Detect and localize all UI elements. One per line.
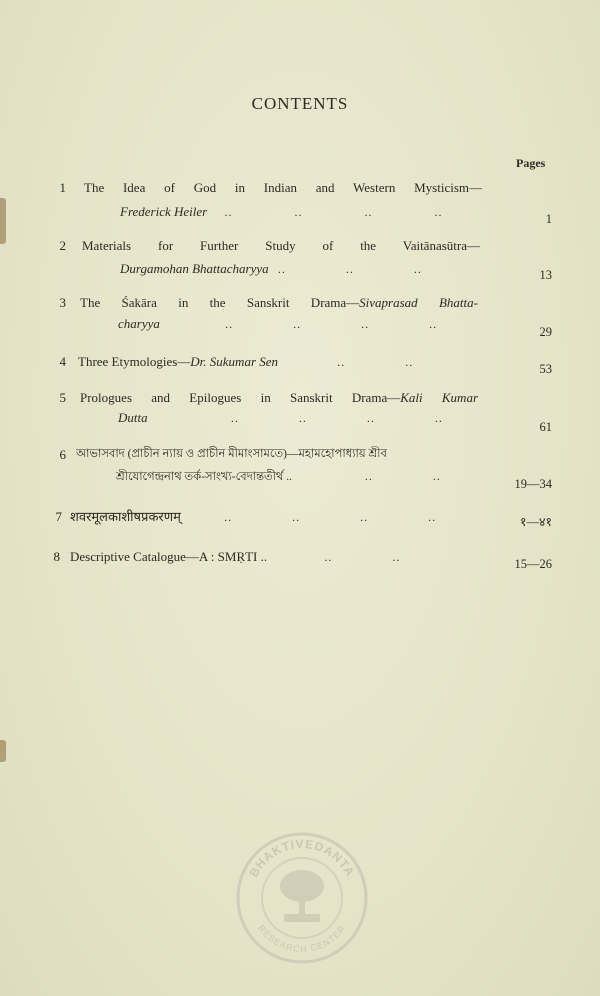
page-edge-mark bbox=[0, 198, 6, 244]
entry-title-text: शवरमूलकाशीषप्रकरणम् bbox=[70, 509, 181, 524]
entry-title: Materials for Further Study of the Vaitānasūtra— bbox=[82, 238, 480, 253]
seal-bottom-text: RESEARCH CENTER bbox=[256, 923, 348, 955]
dot-leader: .. .. .. .. bbox=[224, 510, 437, 524]
entry-page: 19—34 bbox=[514, 477, 552, 491]
dot-leader: .. .. .. .. bbox=[224, 205, 443, 219]
entry-title bbox=[80, 388, 478, 407]
entry-number: 2 bbox=[59, 238, 66, 253]
entry-number: 6 bbox=[59, 447, 66, 462]
pages-column-label: Pages bbox=[516, 156, 546, 170]
entry-author: শ্রীযোগেন্দ্রনাথ তর্ক-সাংখ্য-বেদান্ততীর্থ .. bbox=[116, 471, 292, 483]
entry-page: 29 bbox=[539, 325, 552, 339]
entry-author: Durgamohan Bhattacharyya bbox=[120, 261, 269, 276]
entry-author: Kali Kumar bbox=[400, 390, 479, 405]
entry-title bbox=[70, 507, 468, 527]
entry-title-text: The Śakāra in the Sanskrit Drama— bbox=[80, 295, 360, 310]
entry-page: 53 bbox=[539, 362, 552, 376]
dot-leader: .. .. bbox=[324, 550, 401, 564]
entry-title-text: Prologues and Epilogues in Sanskrit Drama— bbox=[80, 390, 401, 405]
entry-author-continued: charyya bbox=[118, 316, 160, 331]
entry-page: 15—26 bbox=[514, 557, 552, 571]
dot-leader: .. .. bbox=[337, 355, 414, 369]
entry-number: 4 bbox=[59, 354, 66, 369]
entry-title-text: Three Etymologies— bbox=[78, 354, 191, 369]
dot-leader: .. .. .. .. bbox=[230, 411, 443, 425]
entry-author-line bbox=[116, 467, 476, 487]
dot-leader: .. .. .. bbox=[277, 262, 422, 276]
dot-leader: .. .. .. .. bbox=[225, 317, 438, 331]
entry-title bbox=[80, 293, 478, 312]
entry-title: আভাসবাদ (প্রাচীন ন্যায় ও প্রাচীন মীমাংসামতে)—মহামহোপাধ্যায় শ্রীব bbox=[76, 448, 387, 460]
entry-page: 13 bbox=[539, 268, 552, 282]
entry-author-line bbox=[118, 314, 478, 334]
entry-page: 1 bbox=[545, 212, 552, 226]
entry-title-text: Descriptive Catalogue—A : SMṚTI .. bbox=[70, 549, 268, 564]
entry-number: 3 bbox=[59, 295, 66, 310]
entry-author: Sivaprasad Bhatta- bbox=[359, 295, 478, 310]
seal-top-text: BHAKTIVEDANTA bbox=[246, 836, 358, 880]
entry-page: १—४१ bbox=[519, 515, 552, 529]
entry-author: Frederick Heiler bbox=[120, 204, 208, 219]
entry-number: 7 bbox=[55, 509, 62, 524]
dot-leader: .. .. bbox=[364, 469, 441, 483]
entry-number: 8 bbox=[53, 549, 60, 564]
entry-author-line bbox=[120, 259, 480, 279]
entry-title bbox=[70, 547, 468, 567]
entry-author-line bbox=[120, 202, 480, 222]
entry-number: 1 bbox=[59, 180, 66, 195]
library-seal-icon bbox=[232, 828, 372, 968]
contents-heading: CONTENTS bbox=[251, 94, 349, 113]
entry-title: The Idea of God in Indian and Western Mysticism— bbox=[84, 180, 482, 195]
entry-number: 5 bbox=[59, 390, 66, 405]
entry-page: 61 bbox=[539, 420, 552, 434]
page-edge-mark bbox=[0, 740, 6, 762]
entry-author-continued: Dutta bbox=[118, 410, 148, 425]
entry-title bbox=[78, 352, 476, 372]
entry-author: Dr. Sukumar Sen bbox=[190, 354, 279, 369]
entry-author-line bbox=[118, 408, 478, 428]
